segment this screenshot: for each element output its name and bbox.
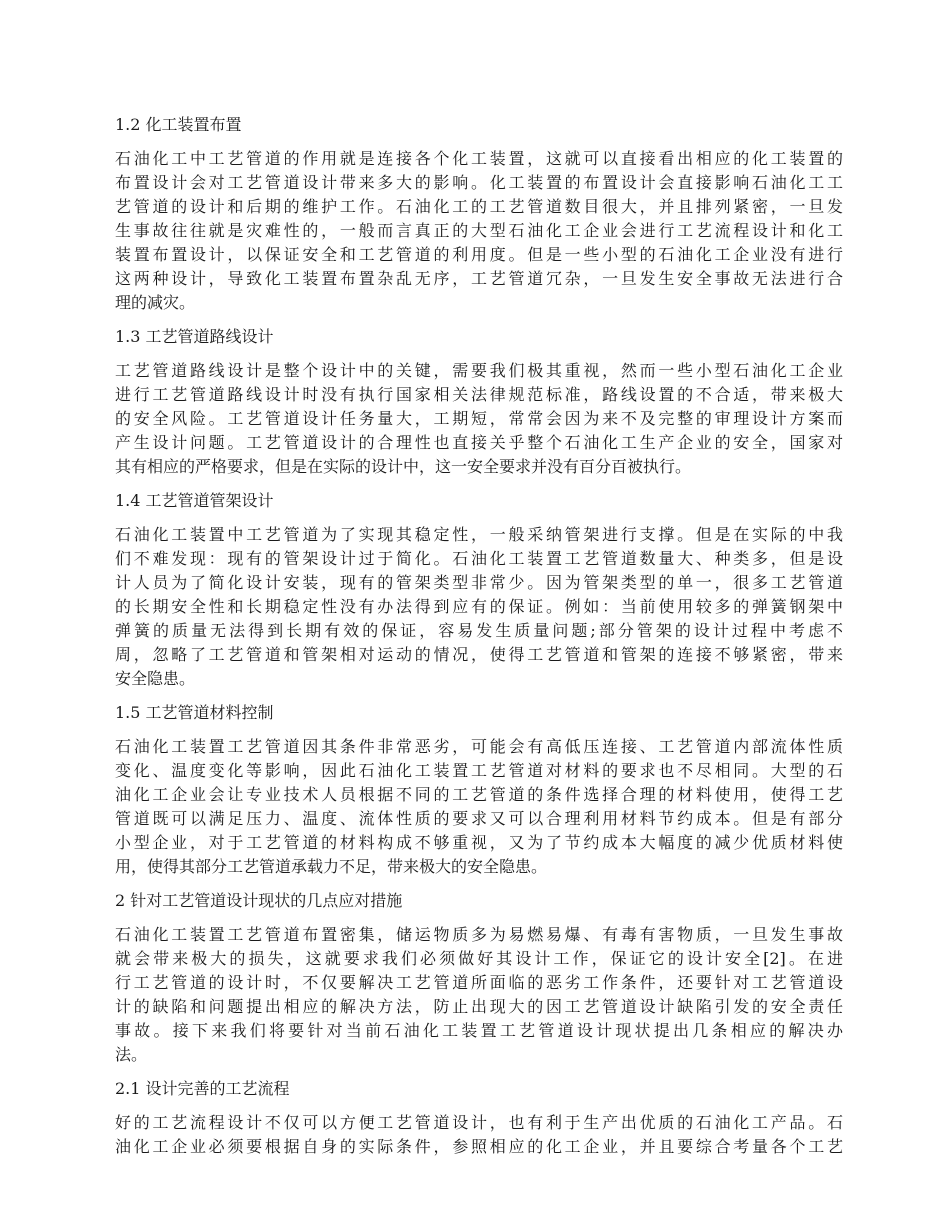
text-line: 石油化工装置工艺管道因其条件非常恶劣，可能会有高低压连接、工艺管道内部流体性质: [115, 737, 843, 756]
text-line: 油化工企业会让专业技术人员根据不同的工艺管道的条件选择合理的材料使用，使得工艺: [115, 785, 843, 804]
text-line: 其有相应的严格要求，但是在实际的设计中，这一安全要求并没有百分百被执行。: [115, 457, 692, 476]
text-line: 石油化工装置中工艺管道为了实现其稳定性，一般采纳管架进行支撑。但是在实际的中我: [115, 525, 843, 544]
text-line: 周，忽略了工艺管道和管架相对运动的情况，使得工艺管道和管架的连接不够紧密，带来: [115, 645, 843, 664]
text-line: 的长期安全性和长期稳定性没有办法得到应有的保证。例如：当前使用较多的弹簧钢架中: [115, 597, 843, 616]
section-heading-1-4: 1.4 工艺管道管架设计: [115, 491, 274, 510]
text-line: 这两种设计，导致化工装置布置杂乱无序，工艺管道冗杂，一旦发生安全事故无法进行合: [115, 269, 843, 288]
text-line: 小型企业，对于工艺管道的材料构成不够重视，又为了节约成本大幅度的减少优质材料使: [115, 833, 843, 852]
text-line: 石油化工装置工艺管道布置密集，储运物质多为易燃易爆、有毒有害物质，一旦发生事故: [115, 925, 843, 944]
text-line: 行工艺管道的设计时，不仅要解决工艺管道所面临的恶劣工作条件，还要针对工艺管道设: [115, 973, 843, 992]
text-line: 事故。接下来我们将要针对当前石油化工装置工艺管道设计现状提出几条相应的解决办: [115, 1021, 843, 1040]
text-line: 弹簧的质量无法得到长期有效的保证，容易发生质量问题;部分管架的设计过程中考虑不: [115, 621, 843, 640]
section-heading-1-3: 1.3 工艺管道路线设计: [115, 327, 274, 346]
text-line: 石油化工中工艺管道的作用就是连接各个化工装置，这就可以直接看出相应的化工装置的: [115, 149, 843, 168]
section-heading-2: 2 针对工艺管道设计现状的几点应对措施: [115, 891, 403, 910]
text-line: 变化、温度变化等影响，因此石油化工装置工艺管道对材料的要求也不尽相同。大型的石: [115, 761, 843, 780]
section-paragraph-2-1: [115, 1111, 843, 1159]
section-paragraph-1-4: [115, 523, 843, 691]
text-line: 油化工企业必须要根据自身的实际条件，参照相应的化工企业，并且要综合考量各个工艺: [115, 1137, 843, 1156]
text-line: 计人员为了简化设计安装，现有的管架类型非常少。因为管架类型的单一，很多工艺管道: [115, 573, 843, 592]
section-paragraph-1-5: [115, 735, 843, 879]
section-paragraph-2: [115, 923, 843, 1067]
document-page: [115, 113, 843, 1169]
text-line: 的安全风险。工艺管道设计任务量大，工期短，常常会因为来不及完整的审理设计方案而: [115, 409, 843, 428]
text-line: 艺管道的设计和后期的维护工作。石油化工的工艺管道数目很大，并且排列紧密，一旦发: [115, 197, 843, 216]
text-line: 用，使得其部分工艺管道承载力不足，带来极大的安全隐患。: [115, 857, 548, 876]
section-heading-1-5: 1.5 工艺管道材料控制: [115, 703, 274, 722]
section-paragraph-1-2: [115, 147, 843, 315]
text-line: 进行工艺管道路线设计时没有执行国家相关法律规范标准，路线设置的不合适，带来极大: [115, 385, 843, 404]
text-line: 计的缺陷和问题提出相应的解决方法，防止出现大的因工艺管道设计缺陷引发的安全责任: [115, 997, 843, 1016]
text-line: 理的减灾。: [115, 293, 196, 312]
text-line: 管道既可以满足压力、温度、流体性质的要求又可以合理利用材料节约成本。但是有部分: [115, 809, 843, 828]
text-line: 工艺管道路线设计是整个设计中的关键，需要我们极其重视，然而一些小型石油化工企业: [115, 361, 843, 380]
text-line: 生事故往往就是灾难性的，一般而言真正的大型石油化工企业会进行工艺流程设计和化工: [115, 221, 843, 240]
text-line: 好的工艺流程设计不仅可以方便工艺管道设计，也有利于生产出优质的石油化工产品。石: [115, 1113, 843, 1132]
text-line: 就会带来极大的损失，这就要求我们必须做好其设计工作，保证它的设计安全[2]。在进: [115, 949, 843, 968]
text-line: 布置设计会对工艺管道设计带来多大的影响。化工装置的布置设计会直接影响石油化工工: [115, 173, 843, 192]
section-heading-2-1: 2.1 设计完善的工艺流程: [115, 1079, 290, 1098]
text-line: 产生设计问题。工艺管道设计的合理性也直接关乎整个石油化工生产企业的安全，国家对: [115, 433, 843, 452]
section-paragraph-1-3: [115, 359, 843, 479]
section-heading-1-2: 1.2 化工装置布置: [115, 115, 242, 134]
text-line: 装置布置设计，以保证安全和工艺管道的利用度。但是一些小型的石油化工企业没有进行: [115, 245, 843, 264]
text-line: 法。: [115, 1045, 148, 1064]
text-line: 安全隐患。: [115, 669, 196, 688]
text-line: 们不难发现：现有的管架设计过于简化。石油化工装置工艺管道数量大、种类多，但是设: [115, 549, 843, 568]
